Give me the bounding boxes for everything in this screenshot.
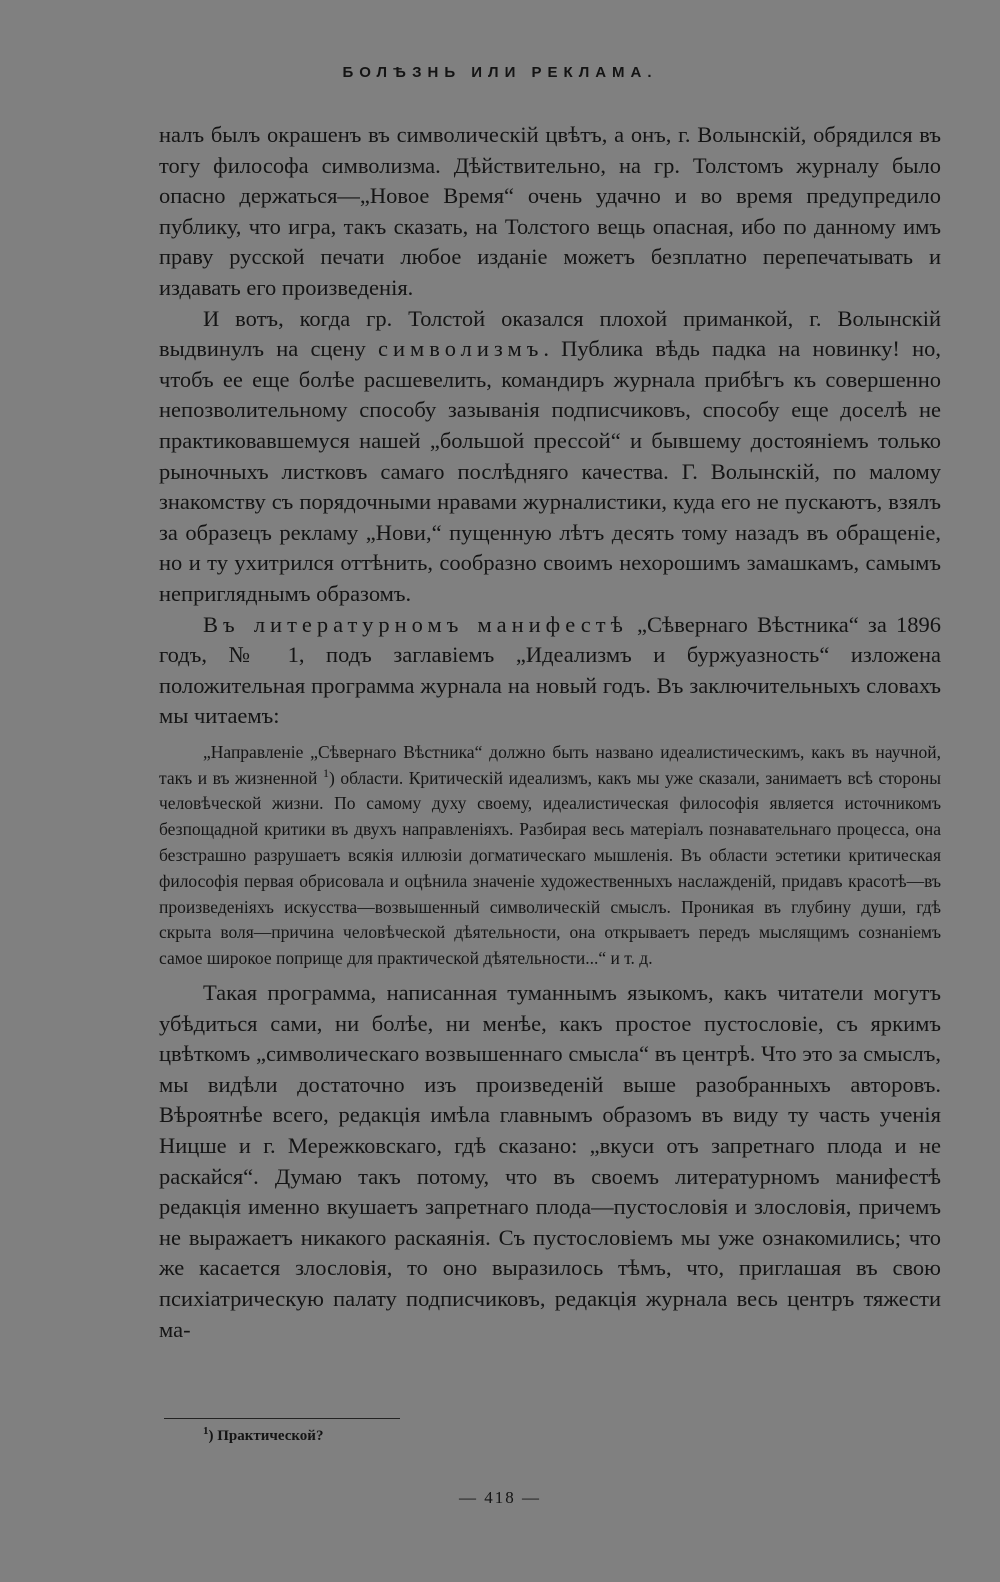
quote-part-a: „Направленіе „Сѣвернаго Вѣстника“ должно быть названо идеалистическимъ, какъ въ научной, такъ и въ жизненной (159, 741, 941, 788)
body-text (159, 120, 941, 1345)
quote-part-b: ) области. Критическій идеализмъ, какъ мы уже сказали, занимаетъ всѣ стороны человѣческой жизни. По самому духу своему, идеалистическая философія является источникомъ безпощадной критики въ двухъ направленіяхъ. Разбирая весь матеріалъ познавательнаго процесса, она безстрашно разрушаетъ всякія иллюзіи догматическаго мышленія. Въ области эстетики критическая философія первая обрисовала и оцѣнила значеніе художественныхъ наслажденій, придавъ красотѣ—въ произведеніяхъ искусства—возвышенный символическій смыслъ. Проникая въ глубину души, гдѣ скрыта воля—причина человѣческой дѣятельности, она открываетъ передъ мыслящимъ сознаніемъ самое широкое поприще для практической дѣятельности...“ и т. д. (159, 767, 941, 969)
page-number: — 418 — (459, 1488, 541, 1507)
paragraph-1: налъ былъ окрашенъ въ символическій цвѣтъ, а онъ, г. Волынскій, обрядился въ тогу философа символизма. Дѣйствительно, на гр. Толстомъ журналу было опасно держаться—„Новое Время“ очень удачно и во время предупредило публику, что игра, такъ сказать, на Толстого вещь опасная, ибо по данному имъ праву русской печати любое изданіе можетъ безплатно перепечатывать и издавать его произведенія. (159, 122, 941, 300)
paragraph-3 (159, 610, 941, 732)
footnote-reference: 1 (322, 765, 329, 780)
block-quote (159, 740, 941, 972)
paragraph-2 (159, 304, 941, 610)
footnote-divider (164, 1418, 400, 1419)
emphasis-literary-manifesto: Въ литературномъ манифестѣ (203, 611, 628, 637)
paragraph-2-part-b: . Публика вѣдь падка на новинку! но, чтобъ ее еще болѣе расшевелить, командиръ журнала прибѣгъ къ совершенно непозволительному способу зазыванія подписчиковъ, способу еще доселѣ не практиковавшемуся нашей „большой прессой“ и бывшему достояніемъ только рыночныхъ листковъ самаго послѣдняго качества. Г. Волынскій, по малому знакомству съ порядочными нравами журналистики, куда его не пускаютъ, взялъ за образецъ рекламу „Нови,“ пущенную лѣтъ десять тому назадъ въ обращеніе, но и ту ухитрился оттѣнить, сообразно своимъ нехорошимъ замашкамъ, самымъ непригляднымъ образомъ. (159, 336, 941, 606)
footnote-mark: 1 (203, 1425, 209, 1437)
footnote-text: ) Практической? (208, 1428, 324, 1444)
paragraph-2-part-a: И вотъ, когда гр. Толстой оказался плохой приманкой, г. Волынскій выдвинулъ на сцену (159, 305, 941, 362)
emphasis-symbolism: символизмъ (377, 336, 544, 362)
footnote (203, 1425, 324, 1445)
paragraph-3-rest: „Сѣвернаго Вѣстника“ за 1896 годъ, № 1, подъ заглавіемъ „Идеализмъ и буржуазность“ изложена положительная программа журнала на новый годъ. Въ заключительныхъ словахъ мы читаемъ: (159, 611, 941, 729)
running-head: БОЛѢЗНЬ ИЛИ РЕКЛАМА. (342, 64, 658, 81)
paragraph-4: Такая программа, написанная туманнымъ языкомъ, какъ читатели могутъ убѣдиться сами, ни болѣе, ни менѣе, какъ простое пустословіе, съ яркимъ цвѣткомъ „символическаго возвышеннаго смысла“ въ центрѣ. Что это за смыслъ, мы видѣли достаточно изъ произведеній выше разобранныхъ авторовъ. Вѣроятнѣе всего, редакція имѣла главнымъ образомъ въ виду ту часть ученія Ницше и г. Мережковскаго, гдѣ сказано: „вкуси отъ запретнаго плода и не раскайся“. Думаю такъ потому, что въ своемъ литературномъ манифестѣ редакція именно вкушаетъ запретнаго плода—пустословія и злословія, причемъ не выражаетъ никакого раскаянія. Съ пустословіемъ мы уже ознакомились; что же касается злословія, то оно выразилось тѣмъ, что, приглашая въ свою психіатрическую палату подписчиковъ, редакція журнала весь центръ тяжести ма- (159, 980, 941, 1342)
